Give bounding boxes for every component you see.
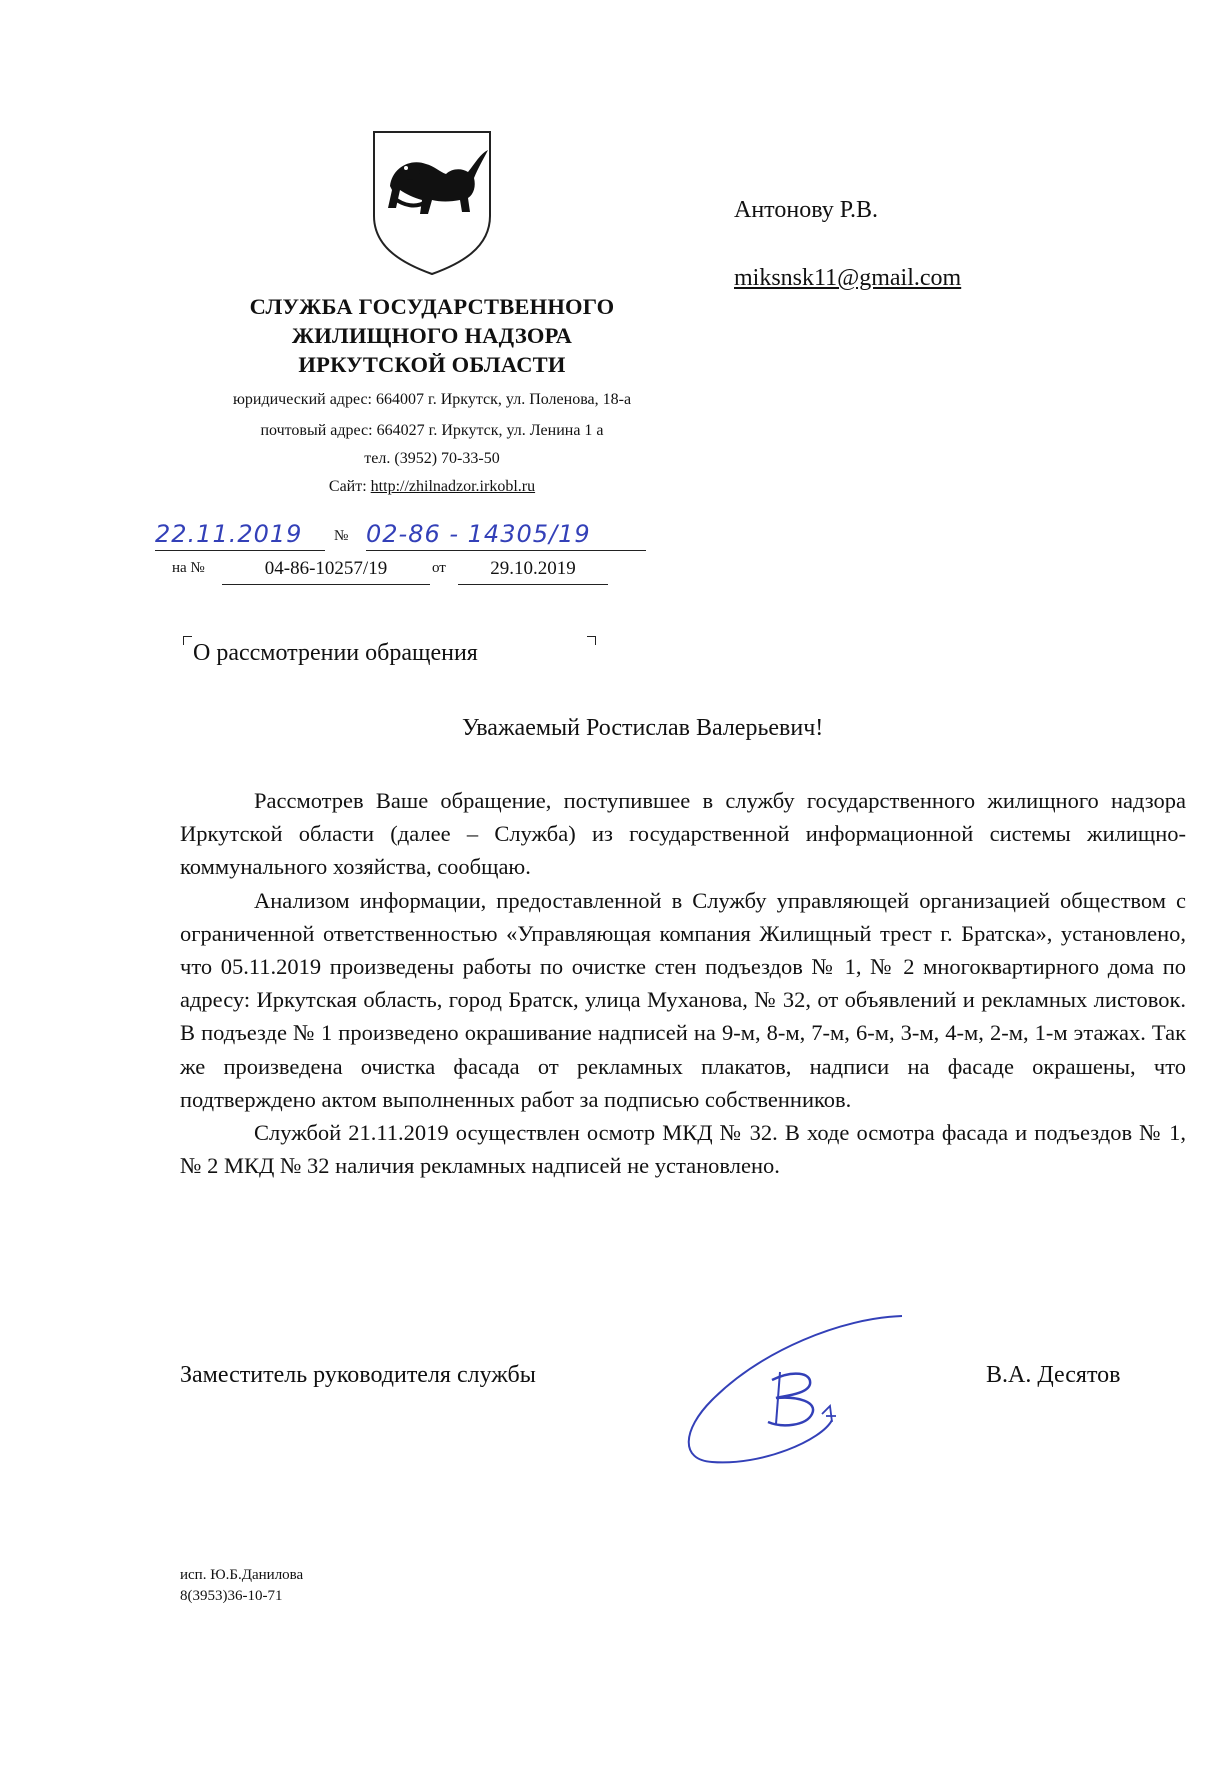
executor-name: исп. Ю.Б.Данилова [180,1567,304,1583]
number-handwritten: 02-86 - 14305/19 [366,520,591,548]
executor-phone: 8(3953)36-10-71 [180,1588,283,1604]
subject: О рассмотрении обращения [193,640,478,666]
body-paragraph-2: Анализом информации, предоставленной в Службу управляющей организацией обществом с ограниченной ответственностью «Управляющая компания Жилищный трест г. Братска», установлено, что 05.11.2019 произведены работы по очистке стен подъездов № 1, № 2 многоквартирного дома по адресу: Иркутская область, город Братск, улица Муханова, № 32, от объявлений и рекламных листовок. В подъезде № 1 произведено окрашивание надписей на 9-м, 8-м, 7-м, 6-м, 3-м, 4-м, 2-м, 1-м этажах. Так же произведена очистка фасада от рекламных плакатов, надписи на фасаде окрашены, что подтверждено актом выполненных работ за подписью собственников. [180,887,1186,1112]
recipient-email[interactable]: miksnsk11@gmail.com [734,265,962,291]
outgoing-number-field [366,520,646,551]
reply-to-date: 29.10.2019 [458,556,608,585]
legal-address: юридический адрес: 664007 г. Иркутск, ул. Поленова, 18-а [232,391,632,408]
salutation: Уважаемый Ростислав Валерьевич! [462,715,824,741]
org-name-line-3: ИРКУТСКОЙ ОБЛАСТИ [298,352,566,377]
org-name-line-1: СЛУЖБА ГОСУДАРСТВЕННОГО [249,294,615,319]
body-paragraph-1: Рассмотрев Ваше обращение, поступившее в службу государственного жилищного надзора Иркутской области (далее – Служба) из государственной информационной системы жилищно-коммунального хозяйства, сообщаю. [180,788,1186,880]
reply-to-number: 04-86-10257/19 [222,556,430,585]
letter-body [180,784,1186,1182]
organization-name [172,292,692,379]
phone: тел. (3952) 70-33-50 [364,450,500,467]
signature-icon [672,1310,912,1470]
date-handwritten: 22.11.2019 [155,520,303,548]
signatory-position: Заместитель руководителя службы [180,1362,536,1388]
from-label: от [432,560,446,576]
website-row [172,477,692,497]
body-paragraph-3: Службой 21.11.2019 осуществлен осмотр МКД № 32. В ходе осмотра фасада и подъездов № 1, № 2 МКД № 32 наличия рекламных надписей не установлено. [180,1120,1186,1179]
subject-corner-right [587,636,596,645]
recipient-name: Антонову Р.В. [734,197,879,223]
site-label: Сайт: [328,478,367,495]
signatory-name: В.А. Десятов [986,1362,1121,1388]
postal-address: почтовый адрес: 664027 г. Иркутск, ул. Ленина 1 а [260,422,604,439]
org-name-line-2: ЖИЛИЩНОГО НАДЗОРА [291,323,573,348]
site-link[interactable]: http://zhilnadzor.irkobl.ru [370,478,536,495]
subject-corner-left [183,636,192,645]
reply-to-label: на № [172,560,205,576]
date-field [155,520,325,551]
number-sign: № [334,528,349,544]
coat-of-arms-icon [370,128,494,278]
